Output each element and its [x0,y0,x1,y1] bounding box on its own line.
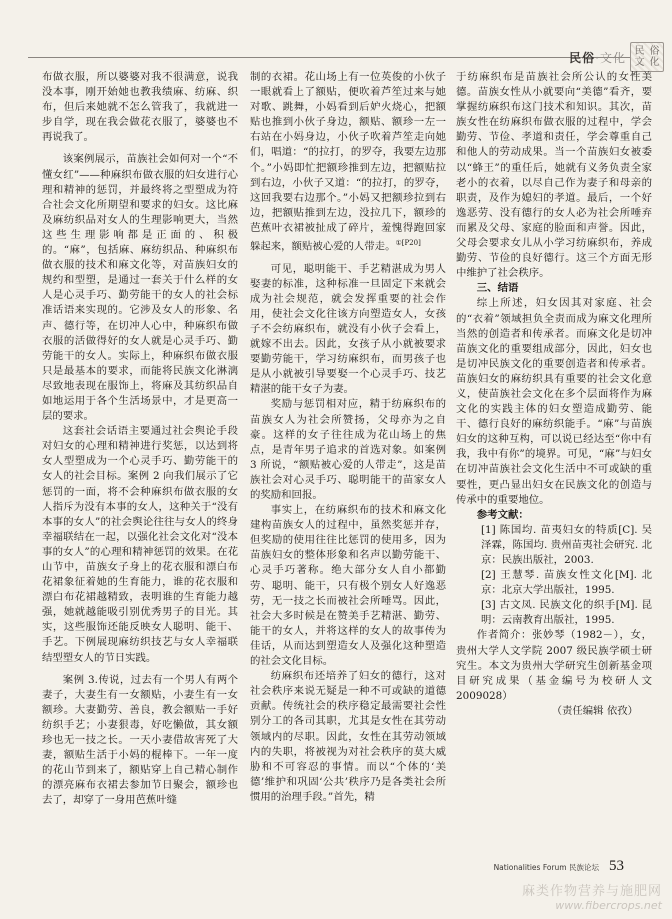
journal-name: Nationalities Forum 民族论坛 [493,863,599,872]
seal-char: 俗 [649,46,660,57]
paragraph: 综上所述，妇女因其对家庭、社会的“衣着”领域担负全责而成为麻文化理所当然的创造者和传承者。而麻文化是切冲苗族文化的重要组成部分，因此，妇女也是切冲民族文化的重要创造者和传承者。苗族妇女的麻纺织具有重要的社会文化意义，使苗族社会文化在多个层面将作为麻文化的实践主体的妇女塑造成勤劳、能干、德行良好的麻纺织能手。“麻”与苗族妇女的这种互构，可以说已经达至“你中有我，我中有你”的境界。可见，“麻”与妇女在切冲苗族社会文化生活中不可或缺的重要性，更凸显出妇女在民族文化的创造与传承中的重要地位。 [456,297,652,506]
paragraph: 案例 3.传说，过去有一个男人有两个妻子，大妻生有一女额贴，小妻生有一女额珍。大妻勤劳、善良，教会额贴一手好纺织手艺；小妻狠毒，好吃懒做，其女额珍也无一技之长。一天小妻借故害死了大妻，额贴生活于小妈的棍棒下。一年一度的花山节到来了，额贴穿上自己精心制作的漂亮麻布衣裙去参加节日聚会，额珍也去了，却穿了一身用芭蕉叶缝 [42,673,238,807]
paragraph: 这套社会话语主要通过社会舆论手段对妇女的心理和精神进行奖惩，以达到将女人型塑成为一个心灵手巧、勤劳能干的女人的社会目标。案例 2 向我们展示了它惩罚的一面，将不会种麻织布做衣服的女人指斥为没有本事的女人，这种关于“没有本事的女人”的社会舆论往往与女人的终身幸福联结在一起，以强化社会文化对“没本事的女人”的心理和精神惩罚的效果。在花山节中，苗族女子身上的花衣服和漂白布花裙象征着她的生育能力，谁的花衣服和漂白布花裙越精致，表明谁的生育能力越强，她就越能吸引别优秀男子的目光。其实，这些服饰还能反映女人聪明、能干、手艺。下例展现麻纺织技艺与女人幸福联结型塑女人的节日实践。 [42,425,238,664]
author-bio: 作者简介：张妙琴（1982－），女，贵州大学人文学院 2007 级民族学硕士研究生。本文为贵州大学研究生创新基金项目研究成果（基金编号为校研人文 2009028） [456,629,652,702]
reference-item: [2] 王慧琴. 苗族女性文化[M]. 北京：北京大学出版社，1995. [480,569,652,597]
paragraph: 纺麻织布还培养了妇女的德行，这对社会秩序来说无疑是一种不可或缺的道德贡献。传统社会的秩序稳定最需要社会性别分工的各司其职，尤其是女性在其劳动领域内的尽职。因此，女性在其劳动领域内的失职，将被视为对社会秩序的莫大威胁和不可容忍的事情。而以“个体的‘美德’维护和巩固‘公共’秩序乃是各类社会所惯用的治理手段。”首先，精 [250,670,446,803]
seal-char: 化 [649,57,660,68]
editor-note: （责任编辑 依孜） [551,704,638,717]
section-title: 民俗·文化 [569,50,626,65]
paragraph: 该案例展示，苗族社会如何对一个“不懂女红”——种麻织布做衣服的妇女进行心理和精神的惩罚，并最终将之型塑成为符合社会文化所期望和要求的妇女。这比麻及麻纺织品对女人的生理影响更大，当然这些生理影响都是正面的、积极的。“麻”，包括麻、麻纺织品、种麻织布做衣服的技术和麻文化等，对苗族妇女的规约和型塑，是通过一套关于什么样的女人是心灵手巧、勤劳能干的女人的社会标准话语来实现的。它涉及女人的形象、名声、德行等，在切冲人心中，种麻织布做衣服的活做得好的女人就是心灵手巧、勤劳能干的女人。实际上，种麻织布做衣服只是最基本的要求，而能将民族文化淋漓尽致地表现在服饰上，将麻及其纺织品自如地运用于各个生活场景中，才是更高一层的要求。 [42,153,238,423]
section-heading: 三、结语 [476,282,519,295]
text-column-right [456,70,652,719]
footnote-ref: ①[P20] [395,239,421,248]
seal-char: 文 [634,57,645,68]
page-footer [494,858,624,875]
text-column-middle [250,70,446,805]
reference-item: [3] 古文凤. 民族文化的织手[M]. 昆明：云南教育出版社，1995. [480,599,652,627]
seal-char: 民 [634,46,645,57]
paragraph: 可见，聪明能干、手艺精湛成为男人娶妻的标准，这种标准一旦固定下来就会成为社会规范，就会发挥重要的社会作用，使社会文化往该方向塑造女人，女孩子不会纺麻织布，就没有小伙子会看上，就嫁不出去。因此，女孩子从小就被要求要勤劳能干，学习纺麻织布，而男孩子也是从小就被引导要娶一个心灵手巧、技艺精湛的能干女子为妻。 [250,262,446,396]
watermark-url: www.fibercrops.net [555,899,662,912]
paragraph: 布做衣服，所以婆婆对我不很满意，说我没本事，刚开始她也教我绩麻、纺麻、织布，但后来她就不怎么管我了，我就进一步自学，现在我会做花衣服了，婆婆也不再说我了。 [42,71,238,144]
references-title: 参考文献： [476,508,529,521]
paragraph: 事实上，在纺麻织布的技术和麻文化建构苗族女人的过程中，虽然奖惩并存，但奖励的使用往往比惩罚的使用多，因为苗族妇女的整体形象和名声以勤劳能干、心灵手巧著称。绝大部分女人自小都勤劳、聪明、能干，只有极个别女人好逸恶劳，无一技之长而被社会所唾骂。因此，社会大多时候是在赞美手艺精湛、勤劳、能干的女人，并将这样的女人的故事传为佳话，从而达到塑造女人及强化这种塑造的社会文化目标。 [250,504,446,668]
watermark-title: 麻类作物营养与施肥网 [521,884,662,899]
section-main: 民俗 [569,50,596,65]
reference-item: [1] 陈国均. 苗夷妇女的特质[C]. 吴泽霖，陈国均. 贵州苗夷社会研究. 北京：民族出版社，2003. [480,523,652,566]
section-sub: 文化 [599,50,626,65]
paragraph [250,70,446,255]
page-number: 53 [609,858,624,874]
paragraph-text: 制的衣裙。花山场上有一位英俊的小伙子一眼就看上了额贴，便吹着芦笙过来与她对歌、跳舞，小妈看到后妒火烧心，把额贴也推到小伙子身边，额贴、额珍一左一右站在小妈身边，小伙子吹着芦笙走向她们，唱道：“的拉打，的罗夺，我要左边那个。”小妈即忙把额珍推到左边，把额贴拉到右边，小伙子又道：“的拉打，的罗夺，这回我要右边那个。”小妈又把额珍拉到右边，把额贴推到左边，没拉几下，额珍的芭蕉叶衣裙被扯成了碎片，羞愧得跑回家躲起来，额贴被心爱的人带走。 [250,71,446,253]
text-column-left [42,70,238,809]
running-header [569,42,664,72]
paragraph: 于纺麻织布是苗族社会所公认的女性美德。苗族女性从小就要向“美德”看齐，要掌握纺麻织布这门技术和知识。其次，苗族女性在纺麻织布做衣服的过程中，学会勤劳、节俭、孝道和责任，学会尊重自己和他人的劳动成果。当一个苗族妇女被委以“蜂王”的重任后，她就有义务负责全家老小的衣着，以尽自己作为妻子和母亲的职责，及作为媳妇的孝道。最后，一个好逸恶劳、没有德行的女人必为社会所唾弃而累及父母、家庭的脸面和声誉。因此，父母会要求女儿从小学习纺麻织布，养成勤劳、节俭的良好德行。这三个方面无形中维护了社会秩序。 [456,71,652,280]
watermark [522,885,662,913]
seal-logo-icon [630,42,664,72]
paragraph: 奖励与惩罚相对应，精于纺麻织布的苗族女人为社会所赞扬，父母亦为之自豪。这样的女子往往成为花山场上的焦点，是青年男子追求的首选对象。如案例 3 所说，“额贴被心爱的人带走”，这是苗族社会对心灵手巧、聪明能干的苗家女人的奖励和回报。 [250,398,446,501]
